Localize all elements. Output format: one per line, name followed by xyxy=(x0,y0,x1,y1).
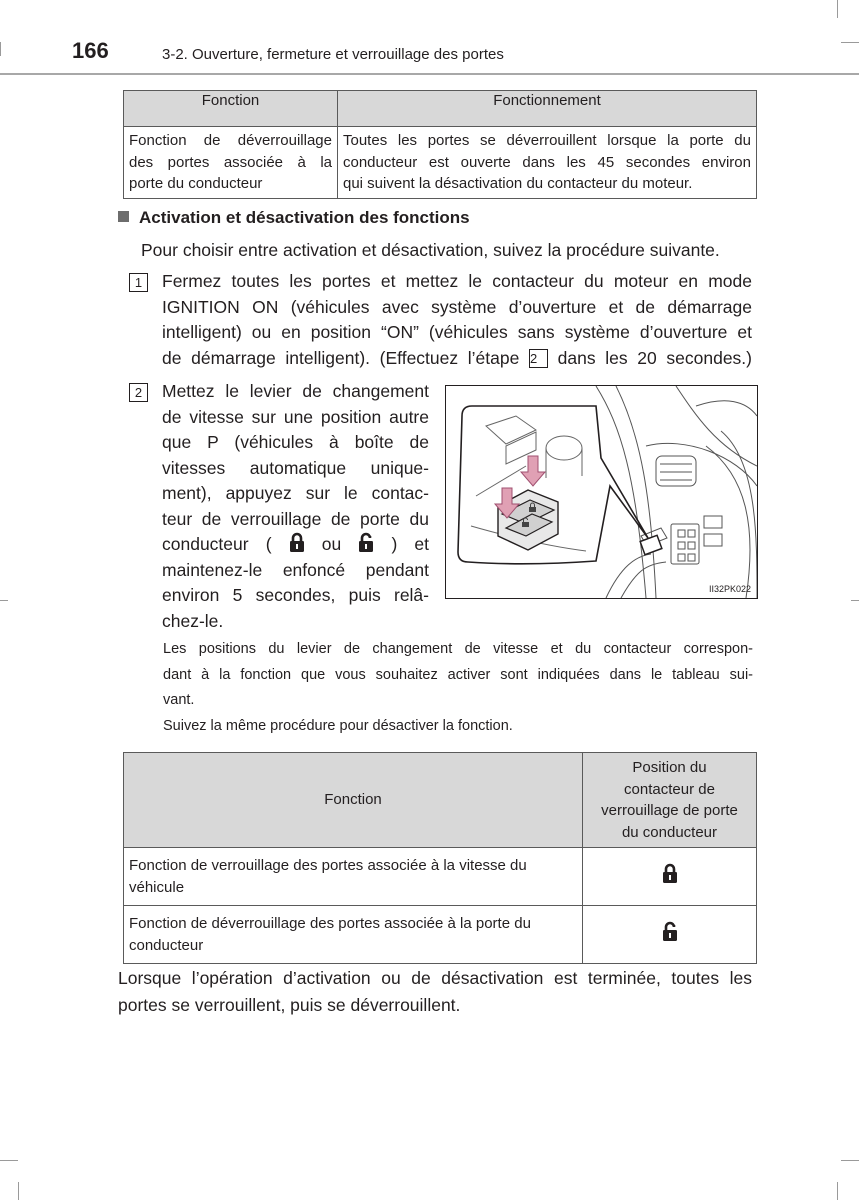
column-header-fonction: Fonction xyxy=(124,753,583,848)
step-text: ou xyxy=(321,534,342,554)
closing-line: Lorsque l’opération d’activation ou de désactivation est terminée, toutes les xyxy=(118,968,752,988)
cell-line: véhicule xyxy=(129,878,185,896)
cell-line: Toutes les portes se déverrouillent lorsque la porte du xyxy=(343,132,751,149)
illustration-drawing xyxy=(446,386,757,598)
note-positions xyxy=(163,637,753,714)
cell-fonction xyxy=(124,906,583,964)
cell-fonction xyxy=(124,848,583,906)
step-text: de démarrage intelligent). (Effectuez l’étape xyxy=(162,347,530,368)
crop-mark xyxy=(841,42,859,43)
header-rule xyxy=(0,73,859,75)
page-number: 166 xyxy=(72,38,109,63)
step-text: ) et xyxy=(391,534,429,554)
section-heading xyxy=(118,208,470,228)
header-line: du conducteur xyxy=(621,823,718,841)
column-header-fonction: Fonction xyxy=(124,91,338,127)
lock-open-icon xyxy=(358,532,374,553)
cell-line: conducteur xyxy=(129,936,204,954)
section-intro: Pour choisir entre activation et désactivation, suivez la procédure suivante. xyxy=(141,240,720,260)
step-line: IGNITION ON (véhicules avec système d’ouverture et de démarrage xyxy=(162,296,752,317)
cell-line: Fonction de déverrouillage des portes associée à la porte du xyxy=(129,915,531,932)
note-line: dant à la fonction que vous souhaitez activer sont indiquées dans le tableau sui- xyxy=(163,666,753,683)
step-number-1: 1 xyxy=(129,273,148,292)
lock-closed-icon xyxy=(662,863,678,884)
door-lock-switch-illustration xyxy=(445,385,758,599)
figure-code: II32PK022 xyxy=(708,584,751,594)
crop-mark xyxy=(0,42,1,56)
cell-line: conducteur est ouverte dans les 45 secondes environ xyxy=(343,153,751,171)
step-line: Mettez le levier de changement xyxy=(162,381,429,401)
square-bullet-icon xyxy=(118,211,129,222)
note-line: Les positions du levier de changement de vitesse et du contacteur correspon- xyxy=(163,641,753,657)
step-reference-2: 2 xyxy=(529,349,548,368)
step-line: Fermez toutes les portes et mettez le contacteur du moteur en mode xyxy=(162,271,752,291)
step-number-2: 2 xyxy=(129,383,148,402)
table-row xyxy=(124,127,757,199)
section-heading-text: Activation et désactivation des fonctions xyxy=(139,208,470,227)
crop-mark xyxy=(18,1182,19,1200)
crop-mark xyxy=(841,1160,859,1161)
step-line: maintenez-le enfoncé pendant xyxy=(162,559,429,580)
column-header-position xyxy=(583,753,757,848)
chapter-title: 3-2. Ouverture, fermeture et verrouillage des portes xyxy=(162,46,504,63)
note-deactivate: Suivez la même procédure pour désactiver la fonction. xyxy=(163,718,513,734)
cell-fonctionnement xyxy=(338,127,757,199)
column-header-fonctionnement: Fonctionnement xyxy=(338,91,757,127)
cell-fonction xyxy=(124,127,338,199)
crop-mark xyxy=(837,1182,838,1200)
note-line: vant. xyxy=(163,692,195,708)
function-table xyxy=(123,90,757,199)
header-line: contacteur de xyxy=(624,780,715,798)
lock-closed-icon xyxy=(289,532,305,553)
step-line xyxy=(162,346,752,372)
crop-mark xyxy=(0,1160,18,1161)
crop-mark xyxy=(837,0,838,18)
cell-line: Fonction de verrouillage des portes associée à la vitesse du xyxy=(129,857,527,874)
closing-line: portes se verrouillent, puis se déverrouillent. xyxy=(118,995,461,1015)
step-line: teur de verrouillage de porte du xyxy=(162,508,429,529)
cell-line: Fonction de déverrouillage xyxy=(129,132,332,149)
crop-mark xyxy=(851,600,859,601)
step-1-text xyxy=(162,269,752,371)
step-line-with-icons xyxy=(162,532,429,558)
crop-mark xyxy=(0,600,8,601)
step-text: dans les 20 secondes.) xyxy=(548,347,752,368)
header-line: Position du xyxy=(632,759,707,776)
step-line: vitesses automatique unique- xyxy=(162,457,429,478)
lock-open-icon xyxy=(662,921,678,942)
step-line: ment), appuyez sur le contac- xyxy=(162,483,429,503)
table-row xyxy=(124,906,757,964)
table-row xyxy=(124,848,757,906)
step-line: de vitesse sur une position autre xyxy=(162,406,429,427)
closing-paragraph xyxy=(118,965,752,1019)
step-2-text xyxy=(162,379,429,634)
step-line: intelligent) ou en position “ON” (véhicules sans système d’ouverture et xyxy=(162,322,752,342)
cell-position xyxy=(583,848,757,906)
header-line: verrouillage de porte xyxy=(601,802,738,819)
cell-position xyxy=(583,906,757,964)
cell-line: qui suivent la désactivation du contacteur du moteur. xyxy=(343,175,693,192)
step-text: conducteur ( xyxy=(162,534,272,554)
step-line: que P (véhicules à boîte de xyxy=(162,432,429,452)
step-line: chez-le. xyxy=(162,610,224,631)
switch-position-table xyxy=(123,752,757,964)
cell-line: des portes associée à la xyxy=(129,153,332,171)
step-line: environ 5 secondes, puis relâ- xyxy=(162,585,429,605)
cell-line: porte du conducteur xyxy=(129,175,263,192)
